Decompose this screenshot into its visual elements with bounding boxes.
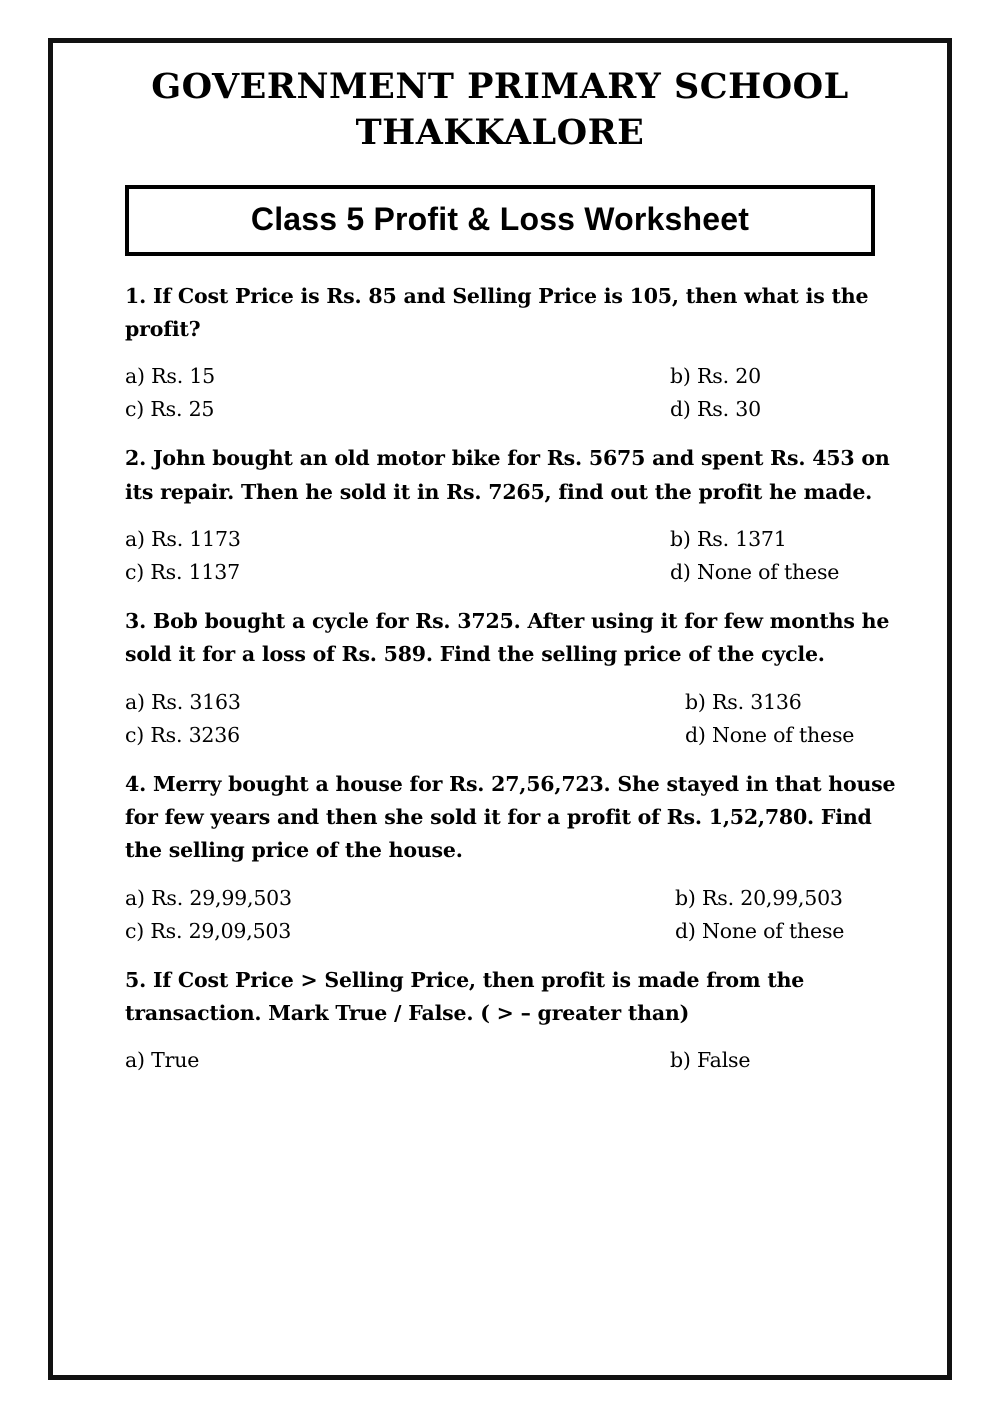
option-row bbox=[125, 719, 921, 752]
option-row bbox=[125, 360, 921, 393]
option-b[interactable]: b) Rs. 20 bbox=[670, 363, 761, 388]
question-text: 2. John bought an old motor bike for Rs. 5675 and spent Rs. 453 on its repair. Then he sold it in Rs. 7265, find out the profit he made. bbox=[125, 446, 890, 504]
option-b[interactable]: b) Rs. 1371 bbox=[670, 526, 787, 551]
question-block bbox=[125, 280, 921, 427]
page-title: Class 5 Profit & Loss Worksheet bbox=[250, 200, 750, 237]
option-c[interactable]: c) Rs. 25 bbox=[125, 397, 215, 422]
worksheet-title-box bbox=[125, 185, 875, 256]
bottom-spacer bbox=[125, 1094, 921, 1134]
option-c[interactable]: c) Rs. 3236 bbox=[125, 722, 240, 747]
question-text: 1. If Cost Price is Rs. 85 and Selling Price is 105, then what is the profit? bbox=[125, 283, 869, 341]
option-row bbox=[125, 882, 921, 915]
option-d[interactable]: d) None of these bbox=[685, 722, 855, 747]
option-a[interactable]: a) Rs. 3163 bbox=[125, 689, 241, 714]
option-c[interactable]: c) Rs. 1137 bbox=[125, 559, 240, 584]
option-row bbox=[125, 393, 921, 426]
option-d[interactable]: d) None of these bbox=[675, 918, 845, 943]
question-options bbox=[125, 686, 921, 752]
page-border-frame bbox=[48, 38, 952, 1380]
option-row bbox=[125, 686, 921, 719]
option-row bbox=[125, 556, 921, 589]
option-c[interactable]: c) Rs. 29,09,503 bbox=[125, 918, 292, 943]
question-block bbox=[125, 442, 921, 589]
question-options bbox=[125, 882, 921, 948]
school-header bbox=[65, 65, 935, 155]
questions-list bbox=[125, 280, 921, 1134]
question-block bbox=[125, 605, 921, 752]
option-a[interactable]: a) Rs. 15 bbox=[125, 363, 216, 388]
option-a[interactable]: a) Rs. 29,99,503 bbox=[125, 885, 292, 910]
option-a[interactable]: a) True bbox=[125, 1048, 200, 1073]
option-row bbox=[125, 915, 921, 948]
school-name-line-2: THAKKALORE bbox=[355, 111, 645, 153]
question-text: 4. Merry bought a house for Rs. 27,56,723. She stayed in that house for few years and then she sold it for a profit of Rs. 1,52,780. Find the selling price of the house. bbox=[125, 771, 896, 863]
option-b[interactable]: b) Rs. 20,99,503 bbox=[675, 885, 843, 910]
question-options bbox=[125, 523, 921, 589]
option-a[interactable]: a) Rs. 1173 bbox=[125, 526, 241, 551]
page-content bbox=[65, 53, 935, 1365]
option-d[interactable]: d) Rs. 30 bbox=[670, 397, 761, 422]
question-text: 3. Bob bought a cycle for Rs. 3725. After using it for few months he sold it for a loss of Rs. 589. Find the selling price of the cycle. bbox=[125, 609, 890, 667]
question-block bbox=[125, 768, 921, 948]
question-options bbox=[125, 1044, 921, 1077]
option-d[interactable]: d) None of these bbox=[670, 559, 840, 584]
option-b[interactable]: b) False bbox=[670, 1048, 751, 1073]
question-block bbox=[125, 964, 921, 1078]
option-b[interactable]: b) Rs. 3136 bbox=[685, 689, 802, 714]
school-name-line-1: GOVERNMENT PRIMARY SCHOOL bbox=[151, 66, 849, 107]
question-text: 5. If Cost Price > Selling Price, then profit is made from the transaction. Mark True / False. ( > – greater than) bbox=[125, 967, 805, 1026]
option-row bbox=[125, 523, 921, 556]
option-row bbox=[125, 1044, 921, 1077]
question-options bbox=[125, 360, 921, 426]
